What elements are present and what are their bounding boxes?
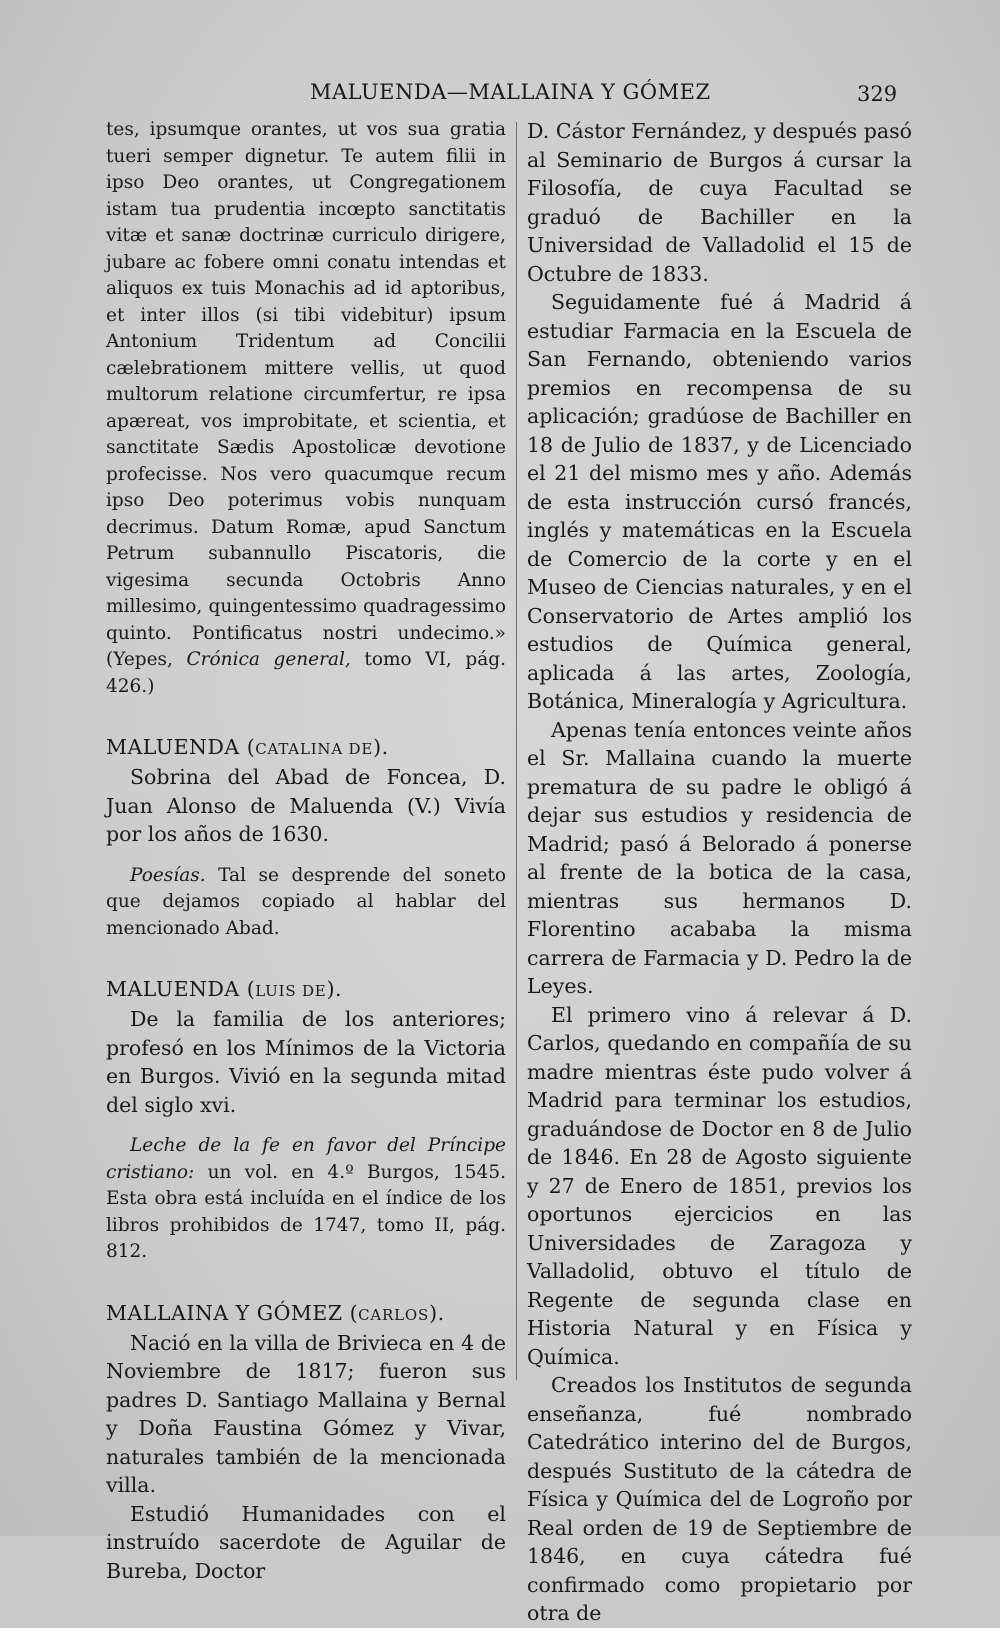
work-note: Tal se desprende del soneto que dejamos copiado al hablar del mencionado Abad. bbox=[106, 864, 506, 939]
heading-end: ). bbox=[326, 977, 343, 1001]
heading-smallcaps: LUIS DE bbox=[255, 982, 327, 1000]
entry-body-mallaina-1: Nació en la villa de Brivieca en 4 de Noviembre de 1817; fueron sus padres D. Santiago Mallaina y Bernal y Doña Faustina Gómez y Vivar, naturales también de la mencionada villa. bbox=[106, 1330, 506, 1497]
column-divider bbox=[516, 122, 517, 1380]
entry-heading-luis bbox=[106, 975, 506, 1005]
running-title: MALUENDA—MALLAINA Y GÓMEZ bbox=[310, 80, 711, 104]
heading-end: ). bbox=[373, 735, 389, 759]
heading-smallcaps: CARLOS bbox=[358, 1305, 430, 1324]
latin-citation-title: Crónica general, bbox=[186, 649, 351, 670]
right-paragraph-5: Creados los Institutos de segunda enseñanza, fué nombrado Catedrático interino del de Burgos, después Sustituto de la cátedra de Física y Química del de Logroño por Real orden de 19 de Septiembre de 1846, en cuya cátedra fué confirmado como propietario por otra de bbox=[527, 1373, 912, 1625]
entry-heading-mallaina bbox=[106, 1299, 506, 1329]
entry-body-luis: De la familia de los anteriores; profesó en los Mínimos de la Victoria en Burgos. Vivió en la segunda mitad del siglo xvi. bbox=[106, 1007, 506, 1117]
work-title: Poesías. bbox=[130, 864, 206, 886]
right-paragraph-1: D. Cástor Fernández, y después pasó al Seminario de Burgos á cursar la Filosofía, de cuya Facultad se graduó de Bachiller en la Universidad de Valladolid el 15 de Octubre de 1833. bbox=[527, 119, 912, 286]
latin-citation-rest: tomo VI, pág. 426.) bbox=[106, 649, 506, 697]
entry-work-luis bbox=[106, 1133, 506, 1266]
right-paragraph-4: El primero vino á relevar á D. Carlos, quedando en compañía de su madre mientras éste pudo volver á Madrid para terminar los estudios, graduándose de Doctor en 8 de Julio de 1846. En 28 de Agosto siguiente y 27 de Enero de 1851, previos los oportunos ejercicios en las Universidades de Zaragoza y Valladolid, obtuvo el título de Regente de segunda clase en Historia Natural y en Física y Química. bbox=[527, 1002, 912, 1369]
right-paragraph-2: Seguidamente fué á Madrid á estudiar Farmacia en la Escuela de San Fernando, obteniendo varios premios en recompensa de su aplicación; gradúose de Bachiller en 18 de Julio de 1837, y de Licenciado el 21 del mismo mes y año. Además de esta instrucción cursó francés, inglés y matemáticas en la Escuela de Comercio de la corte y en el Museo de Ciencias naturales, y en el Conservatorio de Artes amplió los estudios de Química general, aplicada á las artes, Zoología, Botánica, Mineralogía y Agricultura. bbox=[527, 290, 912, 713]
latin-letter-body: tes, ipsumque orantes, ut vos sua gratia tueri semper dignetur. Te autem filii in ipso Deo orantes, ut Congregationem istam tua prudentia incœpto sanctitatis vitæ et sanæ doctrinæ curriculo dirigere, jubare ac fobere omni conatu intendas et aliquos ex tuis Monachis ad id aptoribus, et inter illos (si tibi videbitur) ipsum Antonium Tridentum ad Concilii cælebrationem mittere vellis, ut quod multorum relatione circumfertur, re ipsa apæreat, vos improbitate, et scientia, et sanctitate Sædis Apostolicæ devotione profecisse. Nos vero quacumque recum ipso Deo poterimus vobis nunquam decrimus. Datum Romæ, apud Sanctum Petrum subannullo Piscatoris, die vigesima secunda Octobris Anno millesimo, quingentessimo quadragessimo quinto. Pontificatus nostri undecimo.» (Yepes, bbox=[106, 119, 506, 670]
latin-letter-text bbox=[106, 117, 506, 700]
heading-end: ). bbox=[429, 1300, 445, 1325]
left-column bbox=[106, 117, 506, 1585]
entry-body-mallaina-2: Estudió Humanidades con el instruído sacerdote de Aguilar de Bureba, Doctor bbox=[106, 1501, 506, 1583]
work-note: un vol. en 4.º Burgos, 1545. Esta obra está incluída en el índice de los libros prohibidos de 1747, tomo II, pág. 812. bbox=[106, 1161, 506, 1262]
entry-body-catalina: Sobrina del Abad de Foncea, D. Juan Alonso de Maluenda (V.) Vivía por los años de 1630. bbox=[106, 765, 506, 846]
work-title: Leche de la fe en favor del Príncipe cristiano: bbox=[106, 1135, 506, 1183]
heading-main: MALLAINA Y GÓMEZ ( bbox=[106, 1300, 359, 1325]
page-number: 329 bbox=[857, 82, 898, 106]
heading-smallcaps: CATALINA DE bbox=[255, 740, 374, 758]
right-column bbox=[527, 117, 912, 1628]
right-paragraph-3: Apenas tenía entonces veinte años el Sr. Mallaina cuando la muerte prematura de su padre le obligó á dejar sus estudios y residencia de Madrid; pasó á Belorado á ponerse al frente de la botica de la casa, mientras sus hermanos D. Florentino acababa la misma carrera de Farmacia y D. Pedro la de Leyes. bbox=[527, 717, 912, 998]
entry-work-catalina bbox=[106, 863, 506, 943]
entry-heading-catalina bbox=[106, 733, 506, 763]
heading-main: MALUENDA ( bbox=[106, 977, 256, 1001]
heading-main: MALUENDA ( bbox=[106, 735, 256, 759]
